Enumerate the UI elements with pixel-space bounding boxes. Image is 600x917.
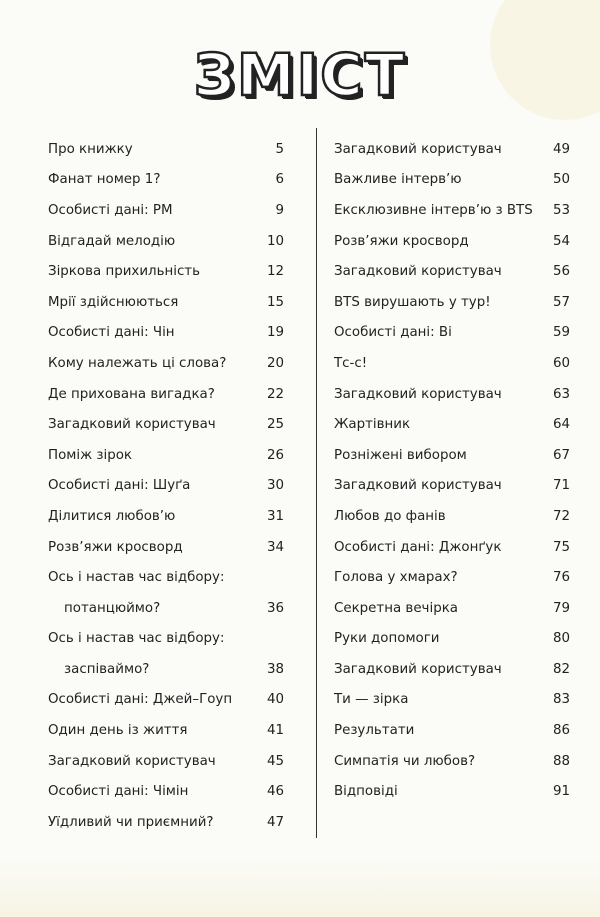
toc-entry-title: Симпатія чи любов? xyxy=(334,753,476,769)
toc-entry[interactable] xyxy=(48,685,284,716)
toc-entry[interactable] xyxy=(334,532,570,563)
toc-entry-title: Загадковий користувач xyxy=(334,478,502,494)
toc-entry[interactable] xyxy=(334,562,570,593)
toc-entry[interactable] xyxy=(334,195,570,226)
toc-entry-title: Особисті дані: Джей–Гоуп xyxy=(48,692,233,708)
toc-entry-page: 45 xyxy=(266,753,284,769)
toc-entry[interactable] xyxy=(334,471,570,502)
toc-entry-title: Особисті дані: Шуґа xyxy=(48,478,191,494)
toc-entry[interactable] xyxy=(48,256,284,287)
toc-entry-title: Розв’яжи кросворд xyxy=(334,233,469,249)
toc-entry[interactable] xyxy=(48,440,284,471)
toc-entry-page: 38 xyxy=(266,661,284,677)
toc-entry[interactable] xyxy=(48,562,284,593)
toc-entry-title: Особисті дані: Чімін xyxy=(48,784,189,800)
toc-entry[interactable] xyxy=(334,318,570,349)
toc-entry-page: 76 xyxy=(552,570,570,586)
toc-entry-page: 40 xyxy=(266,692,284,708)
toc-entry[interactable] xyxy=(334,134,570,165)
toc-entry[interactable] xyxy=(334,746,570,777)
toc-entry-title: Особисті дані: Ві xyxy=(334,325,452,341)
toc-entry-page: 49 xyxy=(552,141,570,157)
toc-entry-title: Особисті дані: РМ xyxy=(48,202,173,218)
toc-entry[interactable] xyxy=(334,593,570,624)
toc-entry[interactable] xyxy=(48,287,284,318)
toc-entry[interactable] xyxy=(334,776,570,807)
toc-entry[interactable] xyxy=(334,715,570,746)
toc-entry-page: 72 xyxy=(552,508,570,524)
toc-entry-page: 25 xyxy=(266,417,284,433)
toc-entry[interactable] xyxy=(334,226,570,257)
toc-entry-title: заспіваймо? xyxy=(64,661,150,677)
toc-entry-page: 79 xyxy=(552,600,570,616)
toc-entry-page: 80 xyxy=(552,631,570,647)
page-bottom-tint xyxy=(0,857,600,917)
toc-entry[interactable] xyxy=(334,654,570,685)
toc-entry-page: 86 xyxy=(552,723,570,739)
toc-entry-title: Особисті дані: Джонґук xyxy=(334,539,502,555)
toc-entry-title: Мрії здійснюються xyxy=(48,294,179,310)
toc-entry-title: Загадковий користувач xyxy=(334,141,502,157)
toc-entry-page: 75 xyxy=(552,539,570,555)
toc-entry-page: 36 xyxy=(266,600,284,616)
toc-entry-page: 54 xyxy=(552,233,570,249)
toc-entry-title: Секретна вечірка xyxy=(334,600,458,616)
toc-entry[interactable] xyxy=(334,379,570,410)
toc-entry-title: BTS вирушають у тур! xyxy=(334,294,491,310)
toc-entry[interactable] xyxy=(334,501,570,532)
toc-entry-page: 12 xyxy=(266,264,284,280)
toc-entry[interactable] xyxy=(48,776,284,807)
toc-entry[interactable] xyxy=(334,287,570,318)
toc-entry-title: Особисті дані: Чін xyxy=(48,325,175,341)
page-title: ЗМІСТ xyxy=(193,41,407,109)
toc-entry-title: Руки допомоги xyxy=(334,631,440,647)
toc-entry-title: Ти — зірка xyxy=(334,692,409,708)
toc-entry-title: Результати xyxy=(334,723,415,739)
toc-entry-page: 63 xyxy=(552,386,570,402)
toc-entry[interactable] xyxy=(334,348,570,379)
toc-entry[interactable] xyxy=(48,318,284,349)
toc-entry[interactable] xyxy=(334,409,570,440)
toc-entry[interactable] xyxy=(48,501,284,532)
toc-entry-title: Відповіді xyxy=(334,784,398,800)
toc-entry-page: 88 xyxy=(552,753,570,769)
toc-entry-page: 46 xyxy=(266,784,284,800)
toc-entry[interactable] xyxy=(48,409,284,440)
toc-entry-page: 67 xyxy=(552,447,570,463)
toc-entry-title: Відгадай мелодію xyxy=(48,233,176,249)
toc-entry-page: 53 xyxy=(552,202,570,218)
toc-entry-title: Фанат номер 1? xyxy=(48,172,161,188)
toc-entry-page: 56 xyxy=(552,264,570,280)
toc-entry[interactable] xyxy=(48,654,284,685)
toc-entry-page: 19 xyxy=(266,325,284,341)
toc-entry-title: Загадковий користувач xyxy=(334,264,502,280)
toc-entry[interactable] xyxy=(48,746,284,777)
toc-entry[interactable] xyxy=(334,165,570,196)
toc-entry-page: 5 xyxy=(275,141,284,157)
toc-entry[interactable] xyxy=(48,226,284,257)
toc-column-left xyxy=(48,134,284,838)
toc-entry-title: Любов до фанів xyxy=(334,508,446,524)
toc-entry-page: 82 xyxy=(552,661,570,677)
toc-entry-page: 31 xyxy=(266,508,284,524)
toc-entry-title: Ось і настав час відбору: xyxy=(48,631,225,647)
toc-entry-title: Голова у хмарах? xyxy=(334,570,458,586)
toc-entry[interactable] xyxy=(48,471,284,502)
toc-entry[interactable] xyxy=(48,348,284,379)
toc-entry-page: 22 xyxy=(266,386,284,402)
toc-entry[interactable] xyxy=(48,134,284,165)
toc-entry-title: Жартівник xyxy=(334,417,411,433)
toc-entry-title: Поміж зірок xyxy=(48,447,133,463)
toc-entry-title: Загадковий користувач xyxy=(334,661,502,677)
toc-entry-title: Загадковий користувач xyxy=(334,386,502,402)
toc-entry-title: Зіркова прихильність xyxy=(48,264,201,280)
toc-entry-title: Один день із життя xyxy=(48,723,188,739)
toc-entry-title: Ділитися любов’ю xyxy=(48,508,176,524)
toc-entry[interactable] xyxy=(334,440,570,471)
toc-entry[interactable] xyxy=(334,256,570,287)
toc-entry-title: Ексклюзивне інтерв’ю з BTS xyxy=(334,202,533,218)
toc-entry-page: 15 xyxy=(266,294,284,310)
toc-entry-title: Важливе інтерв’ю xyxy=(334,172,462,188)
toc-entry-title: Уїдливий чи приємний? xyxy=(48,814,214,830)
toc-entry[interactable] xyxy=(48,624,284,655)
toc-entry[interactable] xyxy=(48,593,284,624)
toc-entry-page: 91 xyxy=(552,784,570,800)
toc-entry-page: 30 xyxy=(266,478,284,494)
toc-entry-page: 71 xyxy=(552,478,570,494)
toc-entry[interactable] xyxy=(48,165,284,196)
toc-entry-page: 57 xyxy=(552,294,570,310)
toc-entry-page: 59 xyxy=(552,325,570,341)
toc-entry-page: 10 xyxy=(266,233,284,249)
toc-entry-title: Розв’яжи кросворд xyxy=(48,539,183,555)
toc-entry-page: 41 xyxy=(266,723,284,739)
toc-entry-page: 9 xyxy=(275,202,284,218)
toc-entry-page: 26 xyxy=(266,447,284,463)
toc-entry[interactable] xyxy=(334,624,570,655)
toc-entry-title: Ось і настав час відбору: xyxy=(48,570,225,586)
toc-column-right xyxy=(334,134,570,807)
toc-entry-page: 50 xyxy=(552,172,570,188)
column-divider xyxy=(316,128,317,838)
toc-entry[interactable] xyxy=(48,715,284,746)
toc-entry-title: Кому належать ці слова? xyxy=(48,355,227,371)
toc-entry-title: Де прихована вигадка? xyxy=(48,386,215,402)
toc-entry[interactable] xyxy=(48,379,284,410)
toc-entry-page: 34 xyxy=(266,539,284,555)
toc-entry-page: 47 xyxy=(266,814,284,830)
toc-entry-title: Тс-с! xyxy=(334,355,368,371)
toc-entry-page: 20 xyxy=(266,355,284,371)
toc-entry-page: 6 xyxy=(275,172,284,188)
toc-entry-page: 64 xyxy=(552,417,570,433)
toc-entry-title: Про книжку xyxy=(48,141,133,157)
toc-entry[interactable] xyxy=(48,195,284,226)
toc-entry-page: 83 xyxy=(552,692,570,708)
toc-entry-title: Загадковий користувач xyxy=(48,417,216,433)
toc-entry-title: Загадковий користувач xyxy=(48,753,216,769)
toc-entry[interactable] xyxy=(48,807,284,838)
toc-entry-page: 60 xyxy=(552,355,570,371)
toc-entry-title: Розніжені вибором xyxy=(334,447,467,463)
toc-entry-title: потанцюймо? xyxy=(64,600,161,616)
toc-entry[interactable] xyxy=(334,685,570,716)
toc-entry[interactable] xyxy=(48,532,284,563)
